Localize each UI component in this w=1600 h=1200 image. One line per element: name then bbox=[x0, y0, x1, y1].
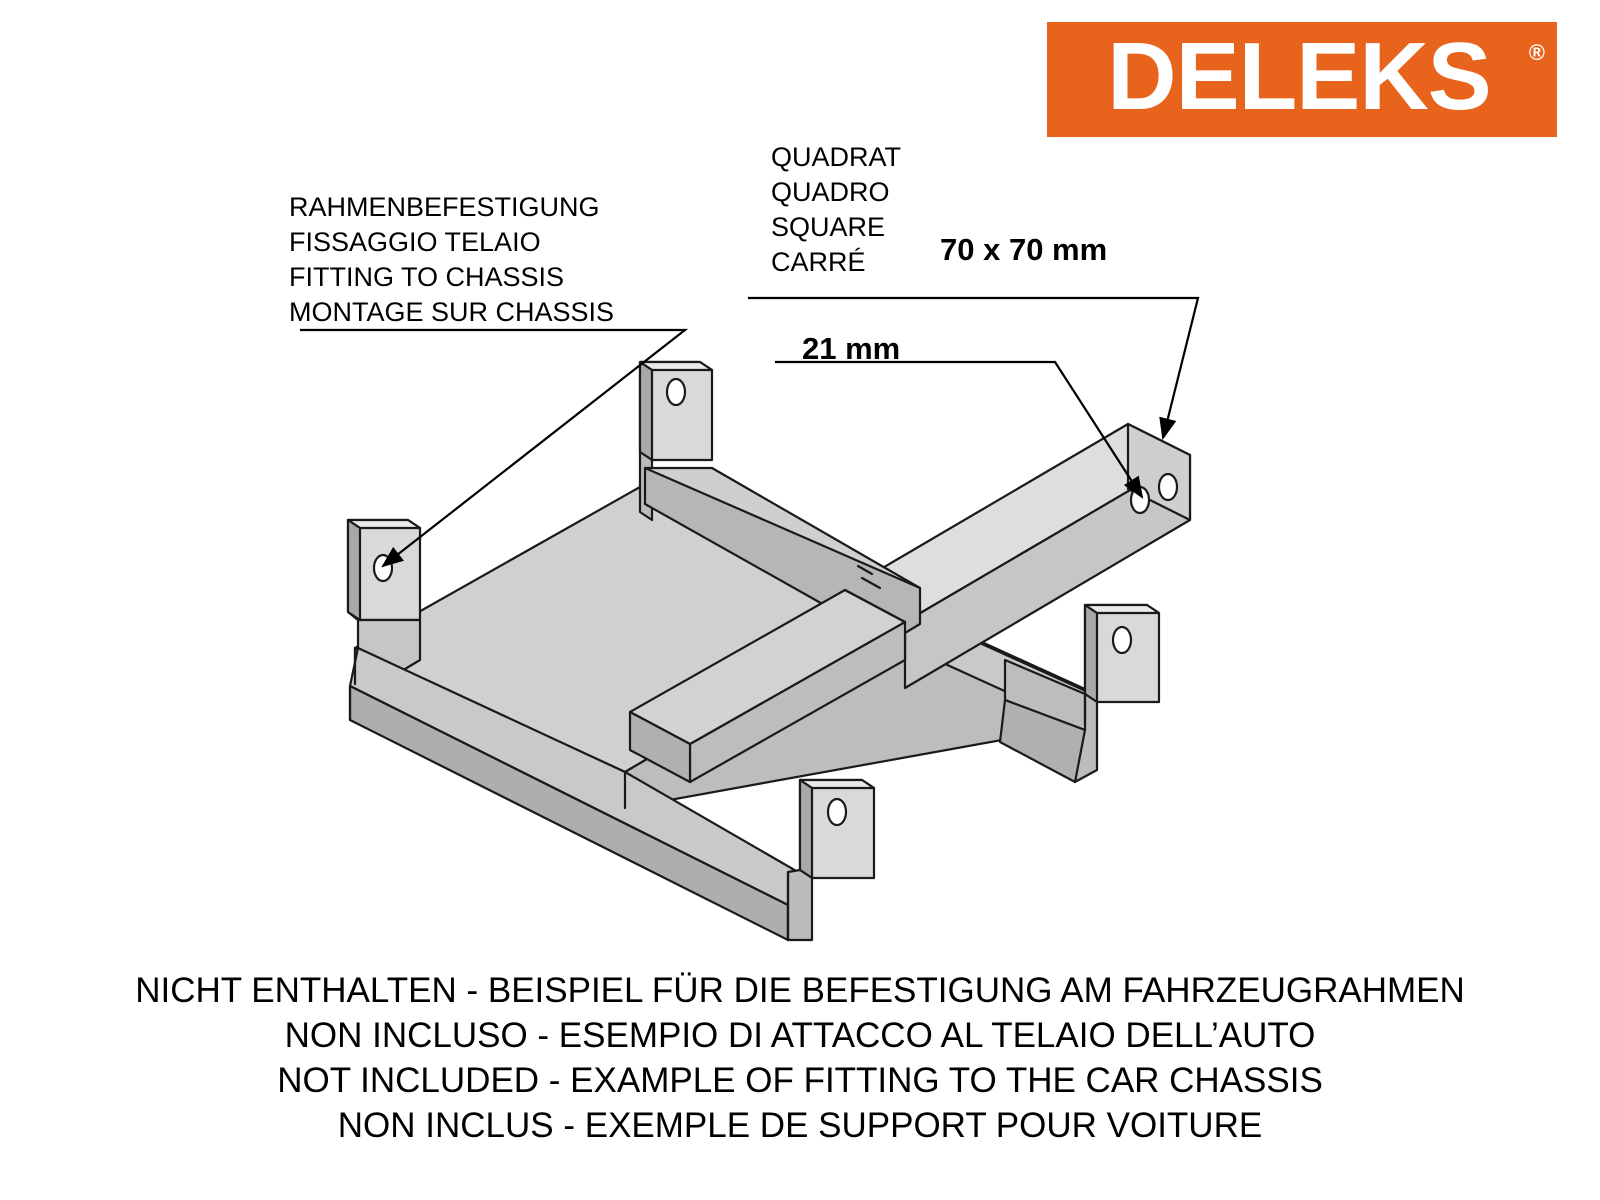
callout-square-line-it: QUADRO bbox=[771, 177, 890, 207]
caption-block bbox=[0, 968, 1600, 1148]
leader-70mm bbox=[748, 298, 1198, 438]
callout-chassis-line-de: RAHMENBEFESTIGUNG bbox=[289, 192, 600, 222]
caption-line-de: NICHT ENTHALTEN - BEISPIEL FÜR DIE BEFESTIGUNG AM FAHRZEUGRAHMEN bbox=[135, 971, 1465, 1010]
callout-square-line-en: SQUARE bbox=[771, 212, 886, 242]
caption-line-en: NOT INCLUDED - EXAMPLE OF FITTING TO THE CAR CHASSIS bbox=[277, 1061, 1323, 1100]
caption-line-it: NON INCLUSO - ESEMPIO DI ATTACCO AL TELAIO DELL’AUTO bbox=[284, 1016, 1316, 1055]
callout-chassis-line-en: FITTING TO CHASSIS bbox=[289, 262, 565, 292]
callout-chassis-fitting bbox=[289, 190, 614, 330]
callout-square-line-fr: CARRÉ bbox=[771, 247, 866, 277]
logo-wordmark: DELEKS bbox=[1107, 22, 1491, 130]
callout-chassis-line-fr: MONTAGE SUR CHASSIS bbox=[289, 297, 615, 327]
callout-chassis-line-it: FISSAGGIO TELAIO bbox=[289, 227, 541, 257]
callout-square-tube bbox=[771, 140, 901, 280]
dimension-label-hole-spacing: 21 mm bbox=[802, 331, 901, 366]
caption-line-fr: NON INCLUS - EXEMPLE DE SUPPORT POUR VOITURE bbox=[337, 1106, 1263, 1145]
deleks-logo bbox=[1047, 22, 1557, 137]
dimension-label-square-size: 70 x 70 mm bbox=[940, 232, 1108, 267]
callout-square-line-de: QUADRAT bbox=[771, 142, 902, 172]
registered-trademark-icon: ® bbox=[1528, 40, 1545, 65]
